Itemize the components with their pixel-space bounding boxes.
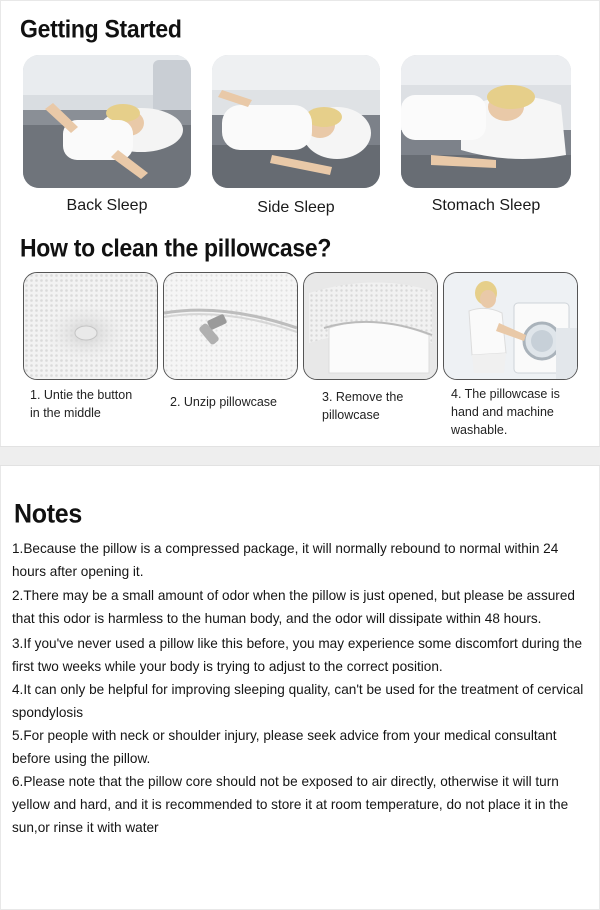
step-1-line-1: 1. Untie the button [30,388,133,402]
step-1-photo [23,272,158,380]
note-item-2: 2.There may be a small amount of odor when the pillow is just opened, but please be assured that this odor is harmless to the human body, and the odor will dissipate within 48 hours. [12,588,575,626]
caption-back-sleep: Back Sleep [66,197,148,214]
note-item-3: 3.If you've never used a pillow like this before, you may experience some discomfort during the first two weeks while your body is trying to adjust to the correct position. [12,636,583,674]
section-divider [0,446,600,466]
step-2-caption [170,393,310,411]
step-4-caption [451,385,591,439]
step-2-photo [163,272,298,380]
stomach-sleep-photo [401,55,571,188]
note-item-5: 5.For people with neck or shoulder injury, please seek advice from your medical consultant before using the pillow. [12,728,557,766]
notes-title: Notes [14,498,82,530]
step-2-line-1: 2. Unzip pillowcase [170,395,277,409]
step-1-caption [30,386,170,422]
step-1-line-2: in the middle [30,406,101,420]
step-3-line-1: 3. Remove the [322,390,404,404]
step-3-photo [303,272,438,380]
step-4-line-3: washable. [451,423,508,437]
step-3-caption [322,388,442,424]
note-item-1: 1.Because the pillow is a compressed package, it will normally rebound to normal within 24 hours after opening it. [12,541,559,579]
step-3-line-2: pillowcase [322,408,380,422]
note-item-4: 4.It can only be helpful for improving sleeping quality, can't be used for the treatment of cervical spondylosis [12,682,584,720]
back-sleep-photo [23,55,191,188]
note-item-6: 6.Please note that the pillow core should not be exposed to air directly, otherwise it will turn yellow and hard, and it is recommended to store it at room temperature, do not place it in the sun,or rinse it with water [12,774,569,835]
cleaning-title: How to clean the pillowcase? [20,233,332,262]
caption-side-sleep: Side Sleep [257,199,335,216]
step-4-line-1: 4. The pillowcase is [451,387,560,401]
notes-list [12,537,594,839]
side-sleep-photo [212,55,380,188]
getting-started-title: Getting Started [20,14,182,44]
step-4-photo [443,272,578,380]
step-4-line-2: hand and machine [451,405,554,419]
caption-stomach-sleep: Stomach Sleep [431,197,541,214]
